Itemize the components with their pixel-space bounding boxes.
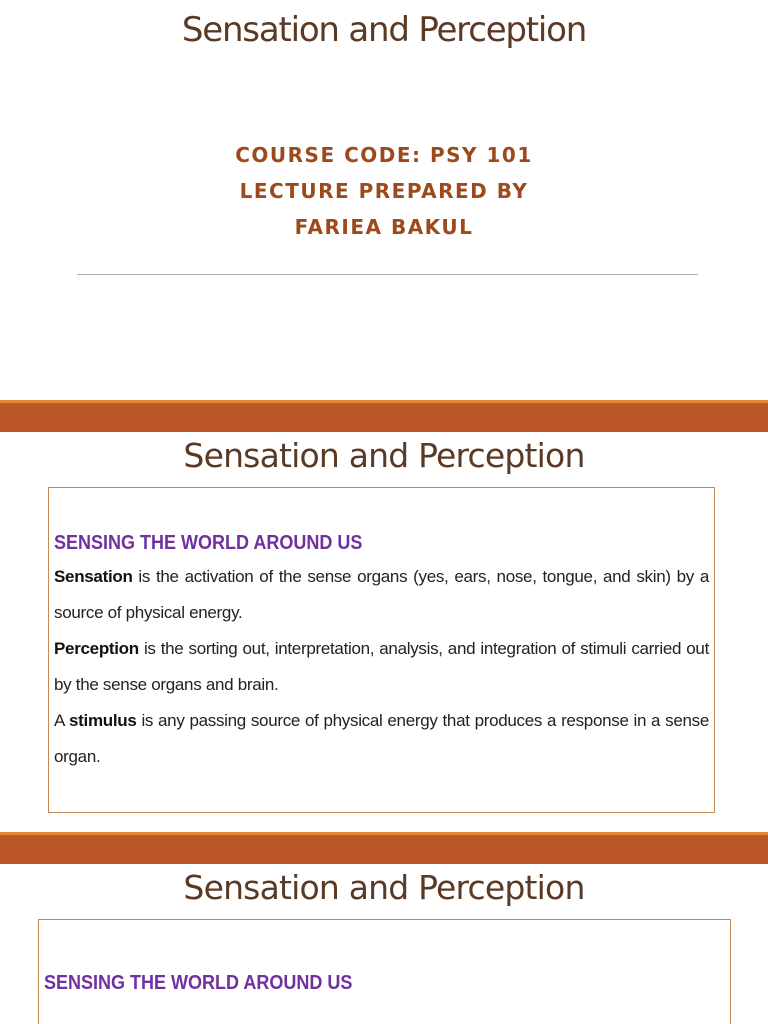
content-slide xyxy=(0,832,768,1024)
term-sensation: Sensation xyxy=(54,567,133,586)
term-perception: Perception xyxy=(54,639,139,658)
header-bar-highlight xyxy=(0,400,768,403)
definition-perception xyxy=(54,631,709,703)
content-box xyxy=(38,919,731,1024)
definition-text: is any passing source of physical energy that produces a response in a sense organ. xyxy=(54,711,709,766)
divider xyxy=(77,274,698,275)
section-heading: SENSING THE WORLD AROUND US xyxy=(54,532,363,554)
definition-text: is the activation of the sense organs (yes, ears, nose, tongue, and skin) by a source of physical energy. xyxy=(54,567,709,622)
header-bar xyxy=(0,832,768,864)
content-box xyxy=(48,487,715,813)
slide-title: Sensation and Perception xyxy=(183,868,585,907)
definition-text: is the sorting out, interpretation, analysis, and integration of stimuli carried out by the sense organs and brain. xyxy=(54,639,709,694)
definition-stimulus xyxy=(54,703,709,775)
term-stimulus: stimulus xyxy=(69,711,137,730)
slide-title: Sensation and Perception xyxy=(183,436,585,475)
definition-sensation xyxy=(54,559,709,631)
author-name: FARIEA BAKUL xyxy=(294,215,474,239)
lecture-prepared-by: LECTURE PREPARED BY xyxy=(239,179,529,203)
title-slide xyxy=(0,0,768,400)
header-bar xyxy=(0,400,768,432)
slide-title: Sensation and Perception xyxy=(181,10,587,50)
content-slide xyxy=(0,400,768,832)
course-code: COURSE CODE: PSY 101 xyxy=(235,143,533,167)
header-bar-highlight xyxy=(0,832,768,835)
section-heading: SENSING THE WORLD AROUND US xyxy=(44,972,353,994)
definition-prefix: A xyxy=(54,711,70,730)
